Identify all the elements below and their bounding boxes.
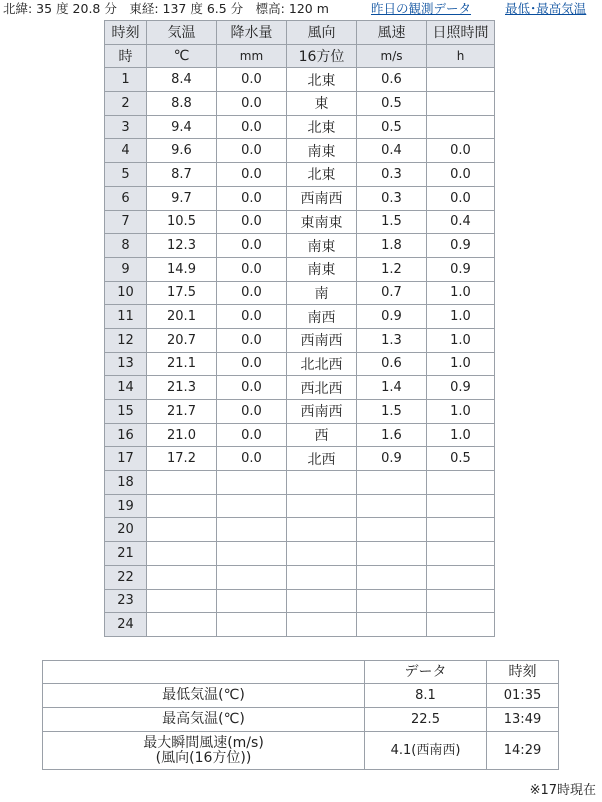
cell-temperature: 17.2 xyxy=(147,447,217,471)
unit-wind-speed: m/s xyxy=(357,44,427,68)
cell-sunshine: 1.0 xyxy=(427,281,495,305)
cell-hour: 2 xyxy=(105,92,147,116)
cell-precipitation: 0.0 xyxy=(217,115,287,139)
cell-wind-speed: 0.5 xyxy=(357,92,427,116)
cell-wind-speed: 0.5 xyxy=(357,115,427,139)
cell-wind-direction: 西南西 xyxy=(287,328,357,352)
cell-wind-speed xyxy=(357,471,427,495)
cell-sunshine xyxy=(427,565,495,589)
cell-sunshine xyxy=(427,542,495,566)
cell-hour: 4 xyxy=(105,139,147,163)
cell-sunshine xyxy=(427,68,495,92)
cell-wind-speed: 1.8 xyxy=(357,234,427,258)
cell-sunshine: 1.0 xyxy=(427,423,495,447)
cell-temperature: 14.9 xyxy=(147,257,217,281)
cell-wind-speed: 0.6 xyxy=(357,352,427,376)
cell-temperature xyxy=(147,542,217,566)
col-header-wind-speed: 風速 xyxy=(357,21,427,45)
cell-precipitation: 0.0 xyxy=(217,376,287,400)
cell-hour: 14 xyxy=(105,376,147,400)
cell-hour: 8 xyxy=(105,234,147,258)
cell-temperature xyxy=(147,494,217,518)
cell-temperature: 21.3 xyxy=(147,376,217,400)
cell-hour: 9 xyxy=(105,257,147,281)
summary-header-data: データ xyxy=(365,661,487,684)
table-row xyxy=(105,328,495,352)
cell-sunshine: 0.4 xyxy=(427,210,495,234)
cell-sunshine: 0.9 xyxy=(427,234,495,258)
table-header-row xyxy=(105,21,495,45)
col-header-wind-direction: 風向 xyxy=(287,21,357,45)
cell-sunshine: 1.0 xyxy=(427,328,495,352)
table-row xyxy=(105,400,495,424)
cell-temperature: 20.7 xyxy=(147,328,217,352)
cell-precipitation: 0.0 xyxy=(217,281,287,305)
cell-precipitation xyxy=(217,494,287,518)
as-of-note: ※17時現在 xyxy=(529,783,596,798)
table-row xyxy=(105,494,495,518)
cell-hour: 15 xyxy=(105,400,147,424)
cell-temperature: 9.7 xyxy=(147,186,217,210)
cell-wind-speed xyxy=(357,518,427,542)
cell-precipitation: 0.0 xyxy=(217,447,287,471)
cell-temperature: 21.7 xyxy=(147,400,217,424)
col-header-sunshine: 日照時間 xyxy=(427,21,495,45)
table-row xyxy=(105,471,495,495)
cell-sunshine: 0.0 xyxy=(427,163,495,187)
hourly-observation-table xyxy=(104,20,495,637)
cell-hour: 3 xyxy=(105,115,147,139)
cell-wind-direction: 北北西 xyxy=(287,352,357,376)
table-row xyxy=(105,542,495,566)
cell-temperature: 17.5 xyxy=(147,281,217,305)
cell-hour: 16 xyxy=(105,423,147,447)
cell-wind-speed: 1.4 xyxy=(357,376,427,400)
cell-precipitation: 0.0 xyxy=(217,234,287,258)
cell-precipitation xyxy=(217,518,287,542)
unit-time: 時 xyxy=(105,44,147,68)
max-gust-value: 4.1(西南西) xyxy=(365,732,487,770)
cell-wind-direction: 東南東 xyxy=(287,210,357,234)
cell-wind-direction xyxy=(287,613,357,637)
yesterday-data-link[interactable]: 昨日の観測データ xyxy=(371,1,472,16)
summary-header-row xyxy=(43,661,559,684)
cell-wind-speed: 0.3 xyxy=(357,163,427,187)
cell-wind-speed xyxy=(357,494,427,518)
cell-temperature: 9.4 xyxy=(147,115,217,139)
cell-hour: 5 xyxy=(105,163,147,187)
table-row xyxy=(105,589,495,613)
col-header-time: 時刻 xyxy=(105,21,147,45)
table-row xyxy=(105,518,495,542)
cell-sunshine: 0.5 xyxy=(427,447,495,471)
cell-wind-direction: 東 xyxy=(287,92,357,116)
cell-precipitation xyxy=(217,613,287,637)
cell-wind-direction: 南西 xyxy=(287,305,357,329)
cell-precipitation: 0.0 xyxy=(217,163,287,187)
cell-precipitation: 0.0 xyxy=(217,210,287,234)
table-row xyxy=(105,163,495,187)
cell-wind-speed: 1.6 xyxy=(357,423,427,447)
cell-wind-speed xyxy=(357,542,427,566)
cell-sunshine xyxy=(427,494,495,518)
cell-wind-direction: 北東 xyxy=(287,68,357,92)
cell-hour: 11 xyxy=(105,305,147,329)
min-max-temp-link[interactable]: 最低･最高気温 xyxy=(505,1,587,16)
cell-wind-speed: 0.9 xyxy=(357,305,427,329)
cell-wind-speed: 1.5 xyxy=(357,400,427,424)
table-row xyxy=(105,92,495,116)
cell-precipitation: 0.0 xyxy=(217,423,287,447)
cell-temperature xyxy=(147,613,217,637)
table-row xyxy=(105,257,495,281)
max-gust-label-line1: 最大瞬間風速(m/s) xyxy=(143,734,264,751)
cell-sunshine: 1.0 xyxy=(427,400,495,424)
cell-wind-speed: 0.6 xyxy=(357,68,427,92)
table-row xyxy=(105,565,495,589)
cell-wind-speed: 1.5 xyxy=(357,210,427,234)
cell-wind-speed xyxy=(357,613,427,637)
cell-wind-speed: 0.9 xyxy=(357,447,427,471)
table-row xyxy=(105,305,495,329)
col-header-temperature: 気温 xyxy=(147,21,217,45)
cell-precipitation xyxy=(217,542,287,566)
cell-hour: 21 xyxy=(105,542,147,566)
cell-sunshine xyxy=(427,613,495,637)
cell-wind-direction xyxy=(287,518,357,542)
cell-precipitation xyxy=(217,471,287,495)
min-temp-label: 最低気温(℃) xyxy=(43,684,365,708)
cell-temperature: 8.7 xyxy=(147,163,217,187)
cell-sunshine xyxy=(427,115,495,139)
unit-precipitation: mm xyxy=(217,44,287,68)
table-row xyxy=(105,234,495,258)
cell-sunshine xyxy=(427,92,495,116)
cell-wind-direction: 南 xyxy=(287,281,357,305)
table-row xyxy=(105,186,495,210)
cell-temperature: 8.4 xyxy=(147,68,217,92)
cell-wind-direction: 西北西 xyxy=(287,376,357,400)
cell-wind-direction: 南東 xyxy=(287,234,357,258)
cell-temperature: 21.1 xyxy=(147,352,217,376)
table-row xyxy=(105,613,495,637)
min-temp-time: 01:35 xyxy=(487,684,559,708)
cell-wind-direction: 西南西 xyxy=(287,186,357,210)
cell-precipitation xyxy=(217,589,287,613)
cell-wind-direction xyxy=(287,565,357,589)
cell-temperature xyxy=(147,589,217,613)
daily-summary-table xyxy=(42,660,559,770)
cell-hour: 23 xyxy=(105,589,147,613)
unit-sunshine: h xyxy=(427,44,495,68)
table-row xyxy=(105,352,495,376)
summary-row-max-gust xyxy=(43,732,559,770)
cell-sunshine: 0.9 xyxy=(427,376,495,400)
cell-precipitation: 0.0 xyxy=(217,139,287,163)
cell-wind-direction xyxy=(287,471,357,495)
cell-hour: 24 xyxy=(105,613,147,637)
station-header xyxy=(0,0,602,18)
cell-hour: 1 xyxy=(105,68,147,92)
cell-wind-direction: 南東 xyxy=(287,139,357,163)
cell-precipitation: 0.0 xyxy=(217,257,287,281)
cell-wind-direction xyxy=(287,542,357,566)
max-temp-time: 13:49 xyxy=(487,708,559,732)
max-gust-time: 14:29 xyxy=(487,732,559,770)
cell-wind-direction: 北東 xyxy=(287,115,357,139)
cell-wind-speed: 0.3 xyxy=(357,186,427,210)
cell-hour: 20 xyxy=(105,518,147,542)
table-row xyxy=(105,139,495,163)
table-units-row xyxy=(105,44,495,68)
max-temp-label: 最高気温(℃) xyxy=(43,708,365,732)
station-location: 北緯: 35 度 20.8 分 東経: 137 度 6.5 分 標高: 120 m xyxy=(3,1,329,16)
unit-wind-direction: 16方位 xyxy=(287,44,357,68)
table-row xyxy=(105,68,495,92)
max-gust-label xyxy=(43,732,365,770)
summary-header-time: 時刻 xyxy=(487,661,559,684)
cell-hour: 12 xyxy=(105,328,147,352)
cell-precipitation: 0.0 xyxy=(217,400,287,424)
max-gust-label-line2: (風向(16方位)) xyxy=(155,749,252,766)
cell-hour: 13 xyxy=(105,352,147,376)
cell-wind-speed: 1.2 xyxy=(357,257,427,281)
cell-precipitation: 0.0 xyxy=(217,186,287,210)
cell-precipitation xyxy=(217,565,287,589)
cell-temperature: 10.5 xyxy=(147,210,217,234)
cell-temperature: 8.8 xyxy=(147,92,217,116)
cell-sunshine: 1.0 xyxy=(427,352,495,376)
col-header-precipitation: 降水量 xyxy=(217,21,287,45)
unit-temperature: ℃ xyxy=(147,44,217,68)
cell-precipitation: 0.0 xyxy=(217,92,287,116)
cell-sunshine xyxy=(427,589,495,613)
cell-wind-direction xyxy=(287,494,357,518)
cell-wind-direction: 北東 xyxy=(287,163,357,187)
summary-row-min-temp xyxy=(43,684,559,708)
cell-temperature: 20.1 xyxy=(147,305,217,329)
cell-sunshine xyxy=(427,471,495,495)
cell-sunshine: 0.0 xyxy=(427,139,495,163)
cell-sunshine: 0.9 xyxy=(427,257,495,281)
cell-sunshine: 1.0 xyxy=(427,305,495,329)
cell-hour: 6 xyxy=(105,186,147,210)
cell-wind-speed xyxy=(357,565,427,589)
cell-temperature xyxy=(147,565,217,589)
cell-wind-speed: 1.3 xyxy=(357,328,427,352)
cell-sunshine xyxy=(427,518,495,542)
cell-wind-speed xyxy=(357,589,427,613)
cell-hour: 7 xyxy=(105,210,147,234)
cell-temperature xyxy=(147,518,217,542)
table-row xyxy=(105,447,495,471)
cell-temperature xyxy=(147,471,217,495)
table-row xyxy=(105,210,495,234)
table-row xyxy=(105,281,495,305)
cell-hour: 17 xyxy=(105,447,147,471)
table-row xyxy=(105,376,495,400)
cell-precipitation: 0.0 xyxy=(217,328,287,352)
cell-precipitation: 0.0 xyxy=(217,305,287,329)
cell-wind-direction: 西南西 xyxy=(287,400,357,424)
cell-temperature: 9.6 xyxy=(147,139,217,163)
cell-wind-direction xyxy=(287,589,357,613)
cell-temperature: 12.3 xyxy=(147,234,217,258)
cell-precipitation: 0.0 xyxy=(217,352,287,376)
cell-temperature: 21.0 xyxy=(147,423,217,447)
summary-header-blank xyxy=(43,661,365,684)
min-temp-value: 8.1 xyxy=(365,684,487,708)
table-row xyxy=(105,423,495,447)
summary-row-max-temp xyxy=(43,708,559,732)
cell-wind-direction: 南東 xyxy=(287,257,357,281)
max-temp-value: 22.5 xyxy=(365,708,487,732)
cell-hour: 22 xyxy=(105,565,147,589)
cell-wind-direction: 北西 xyxy=(287,447,357,471)
cell-sunshine: 0.0 xyxy=(427,186,495,210)
cell-hour: 10 xyxy=(105,281,147,305)
cell-wind-direction: 西 xyxy=(287,423,357,447)
cell-wind-speed: 0.4 xyxy=(357,139,427,163)
cell-hour: 18 xyxy=(105,471,147,495)
cell-hour: 19 xyxy=(105,494,147,518)
table-row xyxy=(105,115,495,139)
cell-wind-speed: 0.7 xyxy=(357,281,427,305)
cell-precipitation: 0.0 xyxy=(217,68,287,92)
